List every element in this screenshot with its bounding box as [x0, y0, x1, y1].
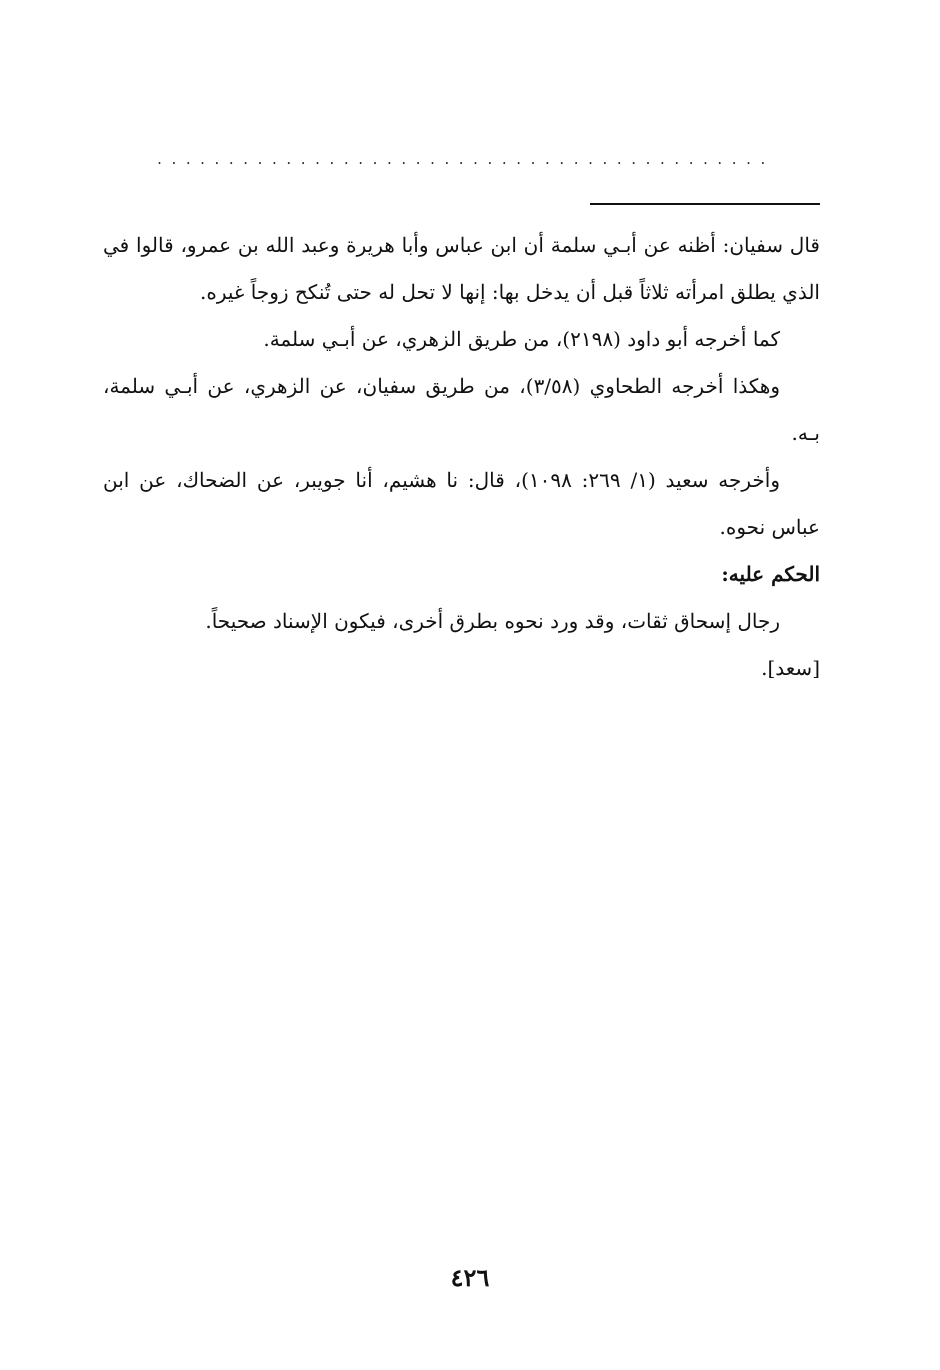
footnote-rule: [590, 203, 820, 205]
author-tag: [سعد].: [761, 656, 820, 680]
page-number: ٤٢٦: [450, 1263, 490, 1292]
paragraph-4: وأخرجه سعيد (١/ ٢٦٩: ١٠٩٨)، قال: نا هشيم، أنا جويبر، عن الضحاك، عن ابن عباس نحوه.: [103, 468, 820, 539]
dotted-separator: ...........................................: [157, 150, 775, 168]
paragraph-1: قال سفيان: أظنه عن أبـي سلمة أن ابن عباس وأبا هريرة وعبد الله بن عمرو، قالوا في الذي يطلق امرأته ثلاثاً قبل أن يدخل بها: إنها لا تحل له حتى تُنكح زوجاً غيره.: [103, 233, 820, 304]
footnote-body: [103, 222, 820, 692]
ruling-text: رجال إسحاق ثقات، وقد ورد نحوه بطرق أخرى، فيكون الإسناد صحيحاً.: [205, 609, 780, 633]
paragraph-2: كما أخرجه أبو داود (٢١٩٨)، من طريق الزهري، عن أبـي سلمة.: [263, 327, 780, 351]
paragraph-3: وهكذا أخرجه الطحاوي (٣/٥٨)، من طريق سفيان، عن الزهري، عن أبـي سلمة، بـه.: [103, 374, 820, 445]
ruling-heading: الحكم عليه:: [721, 562, 820, 586]
